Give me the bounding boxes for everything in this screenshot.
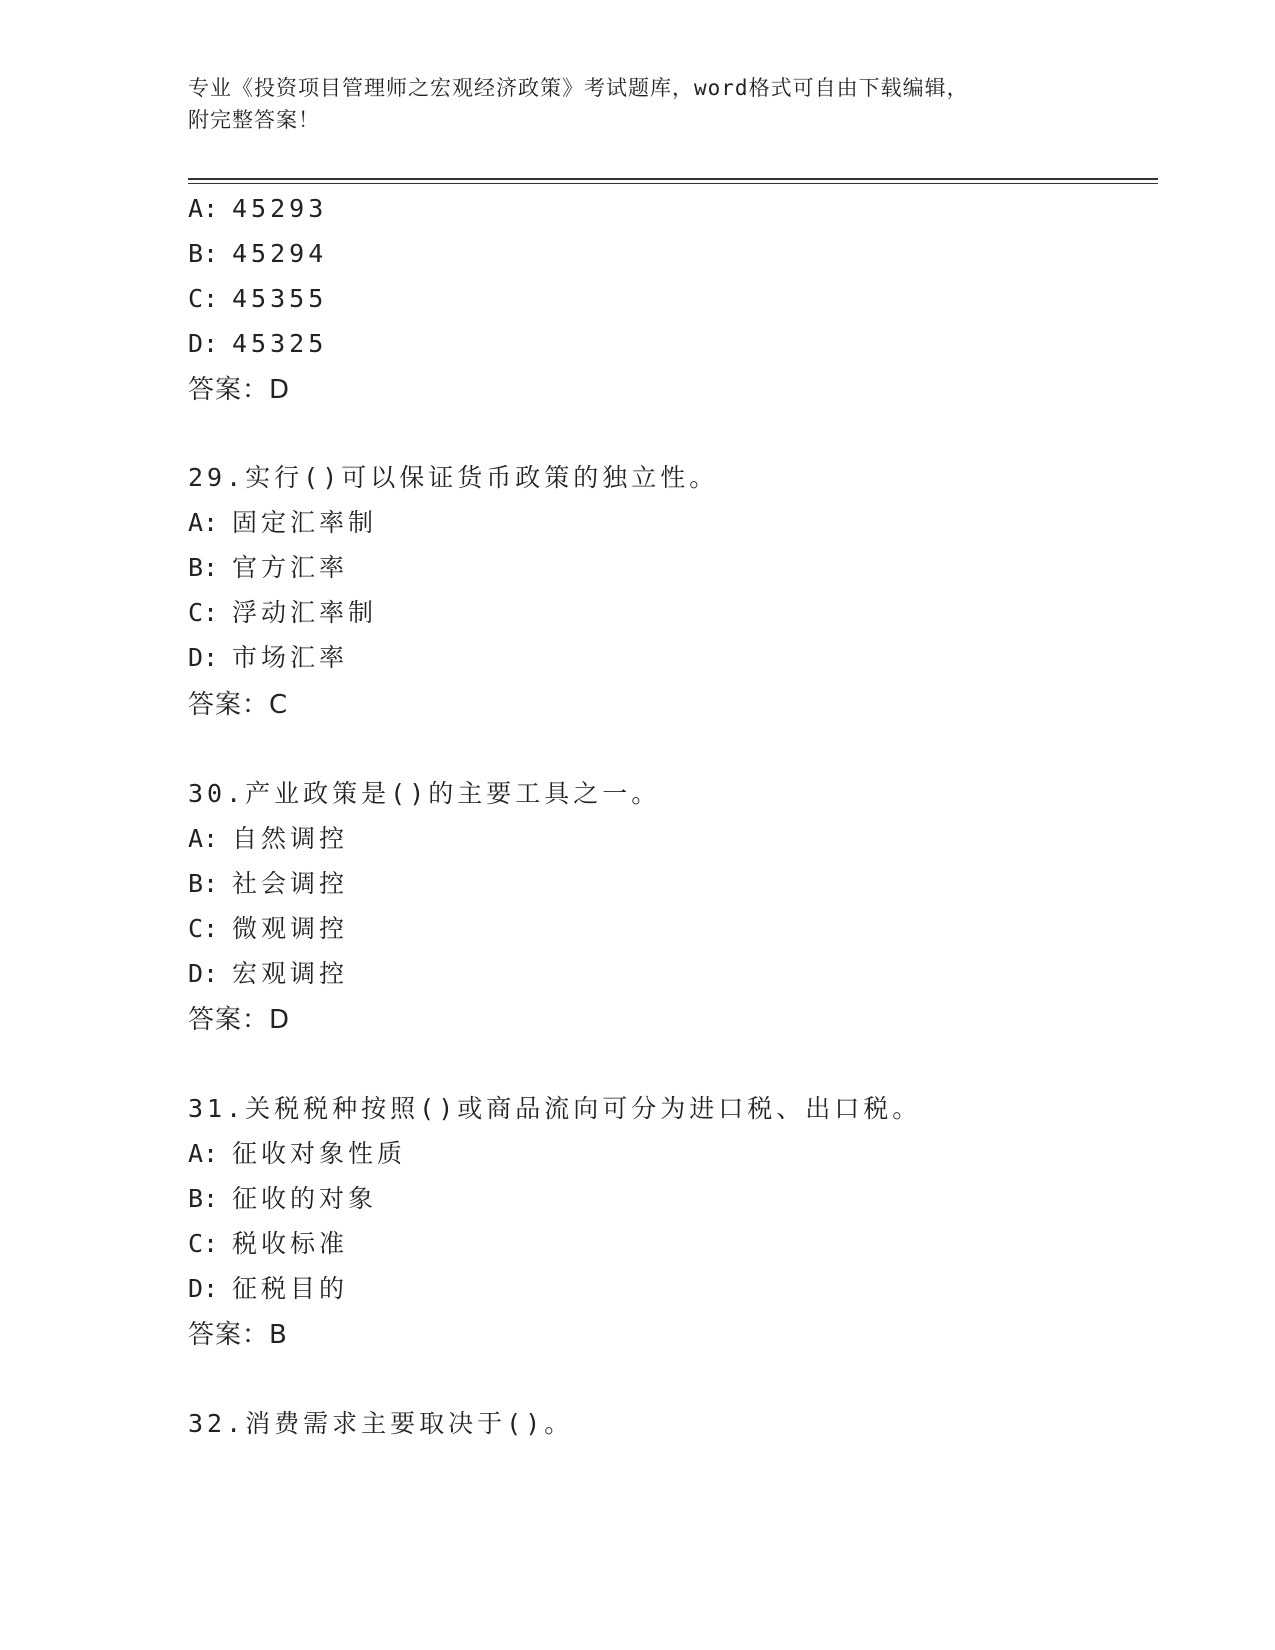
option-text: 45325 [232, 329, 328, 358]
option-text: 征收的对象 [232, 1184, 378, 1213]
q28-option-d [188, 328, 327, 360]
q28-option-b [188, 238, 327, 270]
q29-option-d [188, 642, 348, 674]
header-divider-thick [188, 178, 1158, 180]
option-letter: A: [188, 194, 219, 223]
option-text: 征收对象性质 [232, 1139, 407, 1168]
q29-answer: 答案：C [188, 690, 289, 720]
q31-option-b [188, 1183, 377, 1215]
option-letter: A: [188, 1139, 219, 1168]
q30-option-c [188, 913, 348, 945]
option-letter: D: [188, 959, 219, 988]
q30-option-a [188, 823, 348, 855]
q31-option-d [188, 1273, 348, 1305]
q31-question: 31.关税税种按照()或商品流向可分为进口税、出口税。 [188, 1094, 922, 1123]
option-text: 税收标准 [232, 1229, 349, 1258]
header-line-2: 附完整答案！ [188, 108, 320, 132]
q30-option-b [188, 868, 348, 900]
option-text: 固定汇率制 [232, 508, 378, 537]
option-text: 自然调控 [232, 824, 349, 853]
option-letter: D: [188, 643, 219, 672]
q31-option-c [188, 1228, 348, 1260]
option-letter: D: [188, 329, 219, 358]
q30-answer: 答案：D [188, 1005, 291, 1035]
q29-option-b [188, 552, 348, 584]
option-letter: D: [188, 1274, 219, 1303]
option-text: 微观调控 [232, 914, 349, 943]
option-letter: B: [188, 553, 219, 582]
q28-option-a [188, 193, 327, 225]
option-text: 45294 [232, 239, 328, 268]
q30-question: 30.产业政策是()的主要工具之一。 [188, 779, 661, 808]
q28-option-c [188, 283, 327, 315]
header-line-1: 专业《投资项目管理师之宏观经济政策》考试题库，word格式可自由下载编辑， [188, 76, 969, 100]
header-divider-thin [188, 183, 1158, 184]
option-letter: B: [188, 1184, 219, 1213]
option-letter: A: [188, 824, 219, 853]
option-letter: C: [188, 1229, 219, 1258]
option-text: 浮动汇率制 [232, 598, 378, 627]
option-letter: C: [188, 598, 219, 627]
option-text: 45293 [232, 194, 328, 223]
q32-question: 32.消费需求主要取决于()。 [188, 1409, 574, 1438]
option-letter: C: [188, 914, 219, 943]
option-text: 官方汇率 [232, 553, 349, 582]
option-letter: C: [188, 284, 219, 313]
option-text: 社会调控 [232, 869, 349, 898]
option-text: 宏观调控 [232, 959, 349, 988]
q30-option-d [188, 958, 348, 990]
option-letter: A: [188, 508, 219, 537]
q28-answer: 答案：D [188, 375, 291, 405]
option-letter: B: [188, 239, 219, 268]
option-text: 征税目的 [232, 1274, 349, 1303]
q31-option-a [188, 1138, 406, 1170]
document-header [188, 72, 1088, 136]
q31-answer: 答案：B [188, 1320, 288, 1350]
q29-option-a [188, 507, 377, 539]
q29-option-c [188, 597, 377, 629]
option-text: 45355 [232, 284, 328, 313]
option-letter: B: [188, 869, 219, 898]
q29-question: 29.实行()可以保证货币政策的独立性。 [188, 463, 719, 492]
option-text: 市场汇率 [232, 643, 349, 672]
